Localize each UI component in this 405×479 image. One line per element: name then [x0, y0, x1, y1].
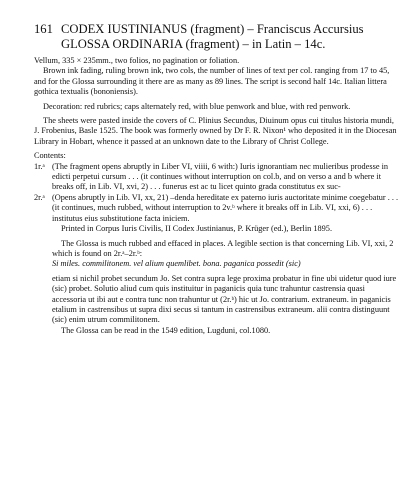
physical-description: Vellum, 335 × 235mm., two folios, no pagination or foliation.: [34, 56, 240, 65]
glossa-edition-note: The Glossa can be read in the 1549 edition, Lugduni, col.1080.: [61, 325, 271, 335]
decoration-description: Decoration: red rubrics; caps alternately red, with blue penwork and blue, with red penwork.: [43, 101, 351, 111]
header-title-line1: CODEX IUSTINIANUS (fragment) – Franciscus Accursius: [61, 22, 364, 36]
contents-label: Contents:: [34, 151, 66, 161]
contents-entry: [34, 162, 400, 193]
folio-number: 2r.ᵃ: [34, 192, 45, 202]
page-number: 161: [34, 22, 53, 36]
folio-number: 1r.ᵃ: [34, 161, 45, 171]
glossa-quote-text: etiam si nichil probet secundum Jo. Set contra supra lege proxima probatur in fine ubi uidetur quod iure (sic) probet. Solutio aliud cum quis instituitur in paganicis quia tunc trahuntur castrensia quasi accessoria ut ibi aut e contra tunc non trahuntur ut (2r.ᵇ) hic ut Jo. contrarium. extraneum. in paganicis etalium in castrensibus ut supra dixi secus si tantum in castrensibus extraneum. alii contra distinguunt (sic) enim utrum commilitonem.: [52, 273, 397, 325]
entry-text: (Opens abruptly in Lib. VI, xx, 21) –denda hereditate ex paterno iuris auctoritate minime coegebatur . . . (it continues, much rubbed, without interruption to 2v.ᵇ where it breaks off in Lib. VI, xxi, 6) . . . institutus eius substitutione facta iniciem.: [52, 192, 399, 223]
entry-text: (The fragment opens abruptly in Liber VI, viiii, 6 with:) Iuris ignorantiam nec mulieribus prodesse in edicti perpetui cursum . . . (it continues without interruption on col.b, and on verso a and b where it breaks off, in Lib. VI, xvi, 2) . . . funerus est ac tu licet quinto grada constitutus ex suc-: [52, 161, 389, 192]
provenance-description: The sheets were pasted inside the covers of C. Plinius Secundus, Diuinum opus cui titulus historia mundi, J. Frobenius, Basle 1525. The book was formerly owned by Dr F. R. Nixon¹ who deposited it in the Diocesan Library in Hobart, whence it passed at an unknown date to the Library of Christ College.: [34, 116, 397, 146]
printed-edition-note: Printed in Corpus Iuris Civilis, II Codex Justinianus, P. Krüger (ed.), Berlin 1895.: [61, 224, 333, 234]
contents-entry: [34, 193, 400, 224]
ink-script-description: Brown ink fading, ruling brown ink, two cols, the number of lines of text per col. ranging from 17 to 45, and for the Glossa surrounding it there are as many as 89 lines. The script is second half 14c. Italian littera gothica textualis (bononiensis).: [34, 66, 390, 97]
glossa-quote-heading: Si miles. commilitonem. vel alium quemlibet. bona. paganica possedit (sic): [52, 259, 301, 269]
header-title-line2: GLOSSA ORDINARIA (fragment) – in Latin – 14c.: [61, 37, 326, 51]
glossa-note: The Glossa is much rubbed and effaced in places. A legible section is that concerning Lib. VI, xxi, 2 which is found on 2r.ᵃ–2r.ᵇ:: [52, 238, 394, 258]
entry-body: [34, 56, 400, 336]
